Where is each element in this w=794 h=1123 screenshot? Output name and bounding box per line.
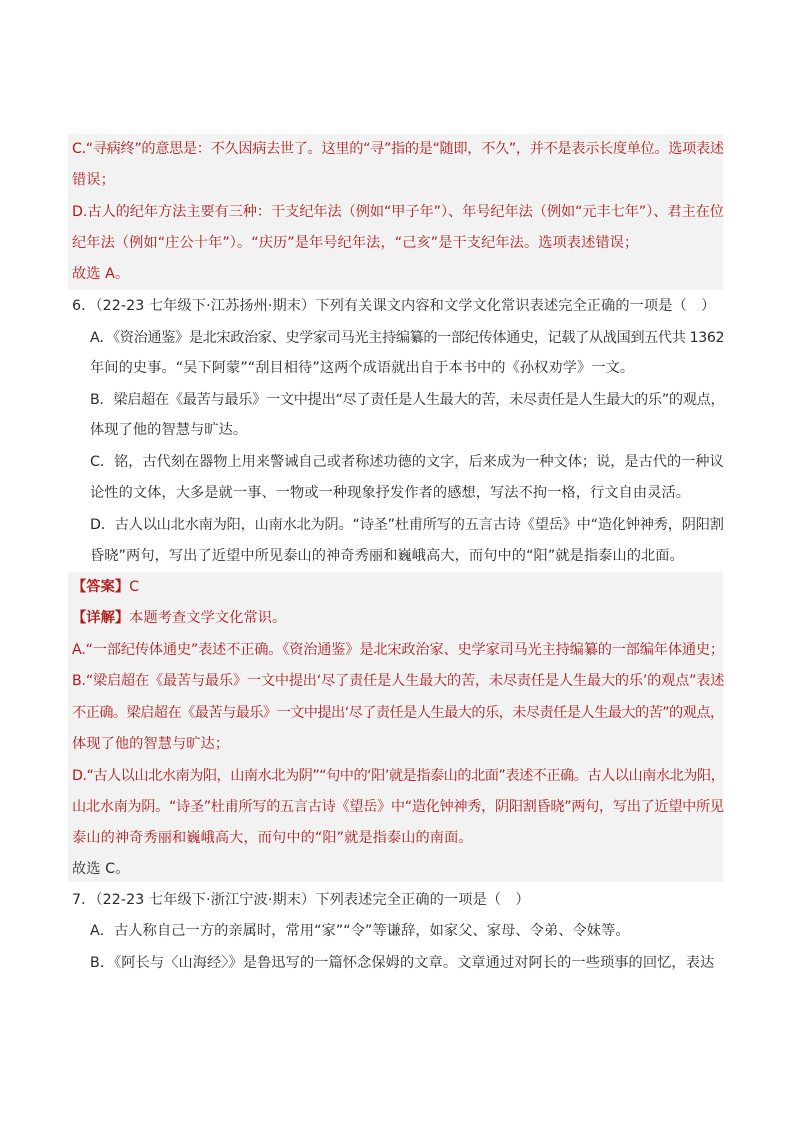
question-option: A．古人称自己一方的亲属时，常用“家”“令”等谦辞，如家父、家母、令弟、令妹等。 (90, 923, 630, 939)
answer-line (72, 577, 139, 597)
explanation-line: 体现了他的智慧与旷达； (72, 736, 230, 752)
question-option: 体现了他的智慧与旷达。 (90, 422, 248, 438)
explanation-line: A.“一部纪传体通史”表述不正确。《资治通鉴》是北宋政治家、史学家司马光主持编纂的一部编年体通史； (72, 642, 724, 658)
question-option: D．古人以山北水南为阳，山南水北为阴。“诗圣”杜甫所写的五言古诗《望岳》中“造化钟神秀，阴阳割 (90, 517, 724, 533)
question-option: 年间的史事。“吴下阿蒙”“刮目相待”这两个成语就出自于本书中的《孙权劝学》一文。 (90, 360, 635, 376)
explanation-line: B.“梁启超在《最苦与最乐》一文中提出‘尽了责任是人生最大的苦，未尽责任是人生最大的乐’的观点”表述 (72, 673, 725, 689)
conclusion-line: 故选 A。 (72, 266, 130, 282)
question-stem: 6．（22-23 七年级下·江苏扬州·期末）下列有关课文内容和文学文化常识表述完全正确的一项是（ ） (72, 298, 716, 314)
explanation-line: 错误； (72, 172, 115, 188)
conclusion-line: 故选 C。 (72, 861, 130, 877)
explanation-line: 纪年法（例如“庄公十年”）。“庆历”是年号纪年法，“己亥”是干支纪年法。选项表述错误； (72, 235, 639, 251)
explanation-line: D.古人的纪年方法主要有三种：干支纪年法（例如“甲子年”）、年号纪年法（例如“元丰七年”）、君主在位 (72, 204, 724, 220)
detail-line (72, 608, 286, 628)
question-option: C．铭，古代刻在器物上用来警诫自己或者称述功德的文字，后来成为一种文体；说，是古代的一种议 (90, 454, 724, 470)
explanation-line: 泰山的神奇秀丽和巍峨高大，而句中的“阳”就是指泰山的南面。 (72, 830, 473, 846)
detail-label: 【详解】 (72, 610, 130, 626)
detail-text: 本题考查文学文化常识。 (129, 610, 287, 626)
explanation-line: 山北水南为阴。“诗圣”杜甫所写的五言古诗《望岳》中“造化钟神秀，阴阳割昏晓”两句，写出了近望中所见 (72, 799, 724, 815)
explanation-line: C.“寻病终”的意思是：不久因病去世了。这里的“寻”指的是“随即，不久”，并不是表示长度单位。选项表述 (72, 141, 724, 157)
question-option: A．《资治通鉴》是北宋政治家、史学家司马光主持编纂的一部纪传体通史，记载了从战国到五代共 1362 (90, 330, 725, 346)
explanation-line: 不正确。梁启超在《最苦与最乐》一文中提出‘尽了责任是人生最大的乐，未尽责任是人生最大的苦”的观点， (72, 705, 724, 721)
question-stem: 7．（22-23 七年级下·浙江宁波·期末）下列表述完全正确的一项是（ ） (72, 892, 530, 908)
question-option: 论性的文体，大多是就一事、一物或一种现象抒发作者的感想，写法不拘一格，行文自由灵活。 (90, 485, 691, 501)
explanation-line: D.“古人以山北水南为阳，山南水北为阴”“句中的‘阳’就是指泰山的北面”表述不正确。古人以山南水北为阳， (72, 768, 725, 784)
question-option: B．《阿长与〈山海经〉》是鲁迅写的一篇怀念保姆的文章。文章通过对阿长的一些琐事的回忆，表达 (90, 955, 715, 971)
question-option: B．梁启超在《最苦与最乐》一文中提出“尽了责任是人生最大的苦，未尽责任是人生最大的乐”的观点， (90, 392, 725, 408)
answer-value: C (129, 579, 140, 595)
answer-label: 【答案】 (72, 579, 130, 595)
question-option: 昏晓”两句，写出了近望中所见泰山的神奇秀丽和巍峨高大，而句中的“阳”就是指泰山的北面。 (90, 548, 684, 564)
